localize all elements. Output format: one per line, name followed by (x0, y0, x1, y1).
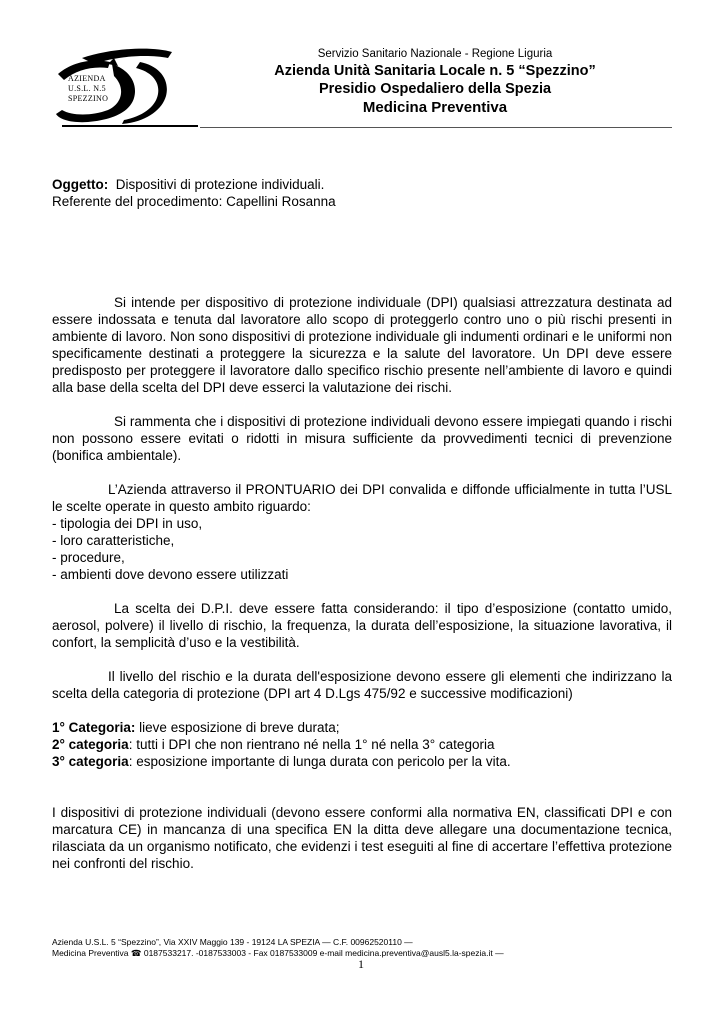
list-item: - procedure, (52, 550, 125, 565)
usl5-logo (52, 44, 202, 128)
logo-text (68, 74, 108, 104)
category-label: 1° Categoria: (52, 720, 136, 735)
category-list (52, 719, 672, 770)
letterhead (220, 46, 650, 118)
paragraph-5: Il livello del rischio e la durata dell'esposizione devono essere gli elementi che indirizzano la scelta della categoria di protezione (DPI art 4 D.Lgs 475/92 e successive modificazioni) (52, 669, 672, 701)
subject-label: Oggetto: (52, 177, 109, 192)
paragraph-2: Si rammenta che i dispositivi di protezione individuali devono essere impiegati quando i rischi non possono essere evitati o ridotti in misura sufficiente da provvedimenti tecnici di prevenzione (bonifica ambientale). (52, 414, 672, 463)
document-body (52, 294, 672, 872)
page-number: 1 (358, 957, 364, 971)
paragraph-1: Si intende per dispositivo di protezione individuale (DPI) qualsiasi attrezzatura destinata ad essere indossata e tenuta dal lavoratore allo scopo di proteggerlo contro uno o più rischi presenti in ambiente di lavoro. Non sono dispositivi di protezione individuale gli indumenti ordinari e le uniformi non specificamente destinati a proteggere la sicurezza e la salute del lavoratore. Un DPI deve essere predisposto per proteggere il lavoratore dallo specifico rischio presente nell’ambiente di lavoro e quindi alla base della scelta del DPI deve esserci la valutazione dei rischi. (52, 295, 672, 395)
category-label: 2° categoria (52, 737, 129, 752)
list-item: - tipologia dei DPI in uso, (52, 516, 203, 531)
list-item: - ambienti dove devono essere utilizzati (52, 567, 289, 582)
category-label: 3° categoria (52, 754, 129, 769)
scope-list (52, 515, 672, 583)
subject-block (52, 176, 336, 210)
letterhead-line-3: Presidio Ospedaliero della Spezia (318, 81, 552, 97)
subject-text: Dispositivi di protezione individuali. (115, 177, 325, 192)
letterhead-line-2: Azienda Unità Sanitaria Locale n. 5 “Spezzino” (274, 63, 596, 79)
header-divider (200, 127, 672, 128)
category-text: lieve esposizione di breve durata; (135, 720, 340, 735)
logo-line-2: U.S.L. N.5 (68, 84, 106, 93)
letterhead-line-1: Servizio Sanitario Nazionale - Regione Liguria (317, 48, 553, 60)
footer-line-2: Medicina Preventiva ☎ 0187533217. -0187533003 - Fax 0187533009 e-mail medicina.preventiva@ausl5.la-spezia.it — (52, 948, 504, 958)
category-text: : tutti i DPI che non rientrano né nella 1° né nella 3° categoria (128, 737, 495, 752)
paragraph-6: I dispositivi di protezione individuali (devono essere conformi alla normativa EN, classificati DPI e con marcatura CE) in mancanza di una specifica EN la ditta deve allegare una documentazione tecnica, rilasciata da un organismo notificato, che evidenzi i test eseguiti al fine di accertare l’effettiva protezione nei confronti del rischio. (52, 805, 672, 871)
list-item: - loro caratteristiche, (52, 533, 175, 548)
footer (52, 937, 504, 959)
logo-line-3: SPEZZINO (68, 94, 109, 103)
paragraph-3: L’Azienda attraverso il PRONTUARIO dei DPI convalida e diffonde ufficialmente in tutta l’USL le scelte operate in questo ambito riguardo: (52, 482, 672, 514)
logo-underline (62, 125, 198, 127)
referent-line: Referente del procedimento: Capellini Rosanna (52, 194, 336, 209)
letterhead-line-4: Medicina Preventiva (362, 99, 508, 116)
category-text: : esposizione importante di lunga durata con pericolo per la vita. (128, 754, 511, 769)
logo-line-1: AZIENDA (68, 74, 106, 83)
paragraph-4: La scelta dei D.P.I. deve essere fatta considerando: il tipo d’esposizione (contatto umido, aerosol, polvere) il livello di rischio, la frequenza, la durata dell’esposizione, la situazione lavorativa, il confort, la semplicità d’uso e la vestibilità. (52, 601, 672, 650)
footer-line-1: Azienda U.S.L. 5 “Spezzino”, Via XXIV Maggio 139 - 19124 LA SPEZIA — C.F. 00962520110 — (52, 937, 413, 947)
